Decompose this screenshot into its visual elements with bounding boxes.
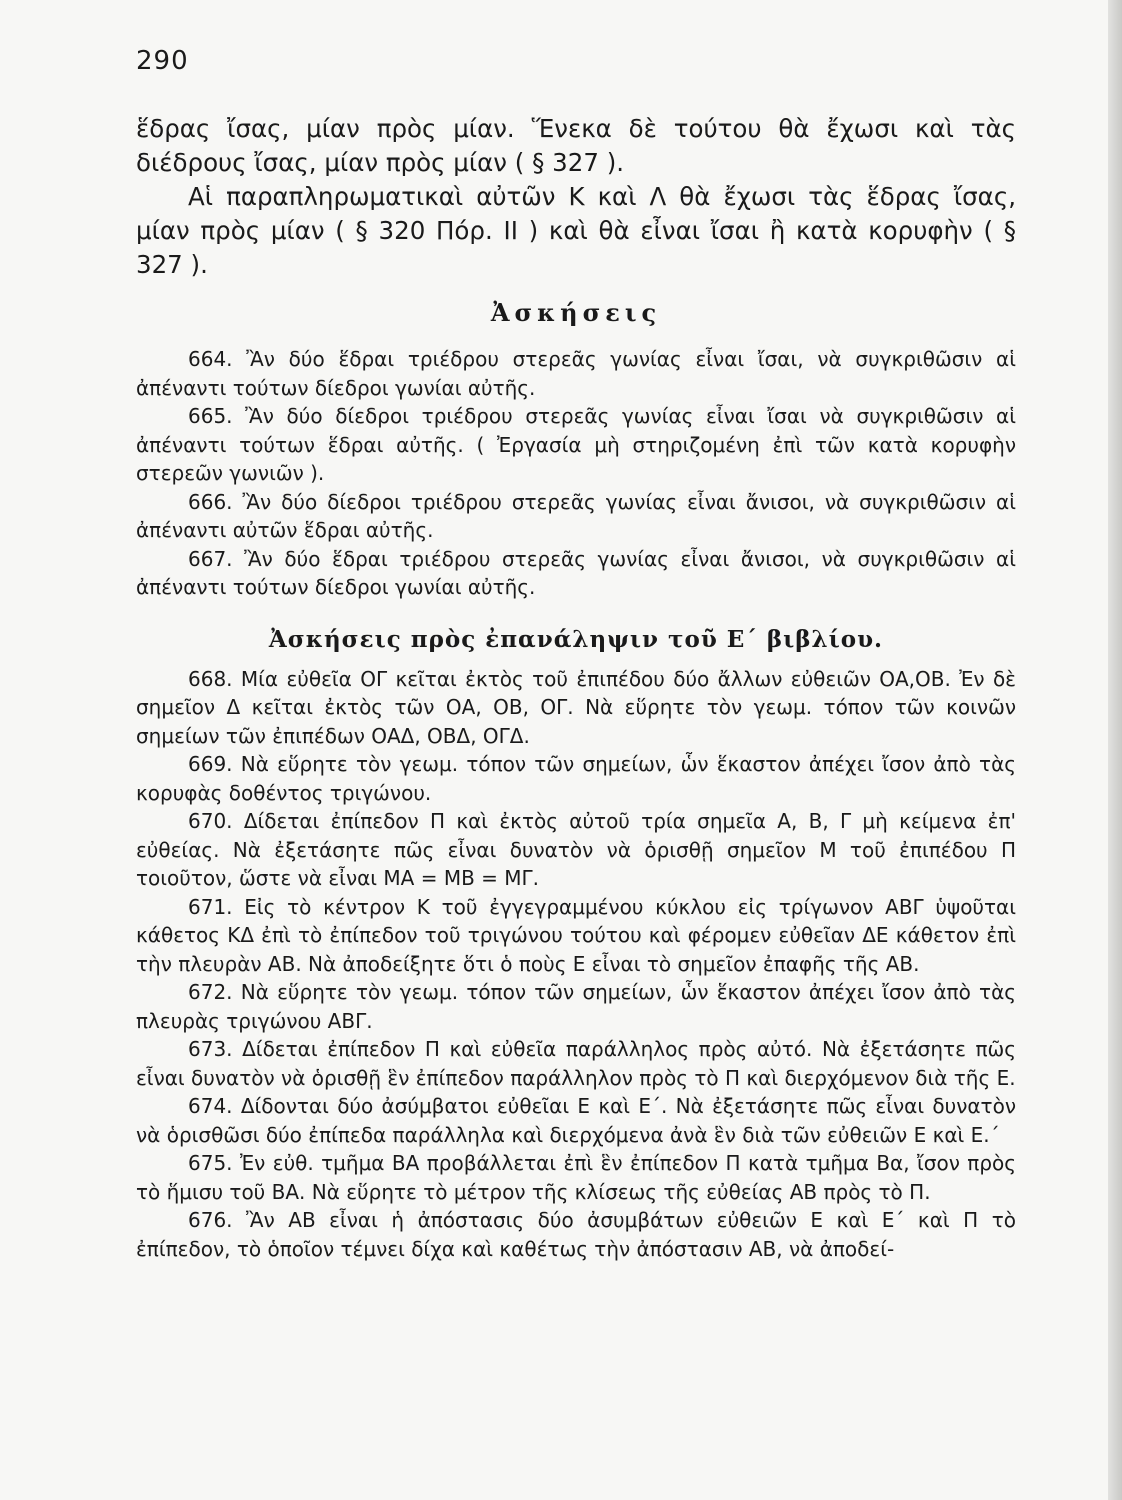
exercise-670: 670. Δίδεται ἐπίπεδον Π καὶ ἐκτὸς αὐτοῦ τρία σημεῖα Α, Β, Γ μὴ κείμενα ἐπ' εὐθείας. Νὰ ἐξετάσητε πῶς εἶναι δυνατὸν νὰ ὁρισθῇ σημεῖον Μ τοῦ ἐπιπέδου Π τοιοῦτον, ὥστε νὰ εἶναι ΜΑ = ΜΒ = ΜΓ. — [136, 809, 1016, 890]
exercise-671: 671. Εἰς τὸ κέντρον Κ τοῦ ἐγγεγραμμένου κύκλου εἰς τρίγωνον ΑΒΓ ὑψοῦται κάθετος ΚΔ ἐπὶ τὸ ἐπίπεδον τοῦ τριγώνου τούτου καὶ φέρομεν εὐθεῖαν ΔΕ κάθετον ἐπὶ τὴν πλευρὰν ΑΒ. Νὰ ἀποδείξητε ὅτι ὁ ποὺς Ε εἶναι τὸ σημεῖον ἐπαφῆς τῆς ΑΒ. — [136, 894, 1016, 976]
exercise-664: 664. Ἂν δύο ἕδραι τριέδρου στερεᾶς γωνίας εἶναι ἴσαι, νὰ συγκριθῶσιν αἱ ἀπέναντι τούτων δίεδροι γωνίαι αὐτῆς. — [136, 347, 1016, 400]
exercise-675: 675. Ἐν εὐθ. τμῆμα ΒΑ προβάλλεται ἐπὶ ἓν ἐπίπεδον Π κατὰ τμῆμα Βα, ἴσον πρὸς τὸ ἥμισυ τοῦ ΒΑ. Νὰ εὕρητε τὸ μέτρον τῆς κλίσεως τῆς εὐθείας ΑΒ πρὸς τὸ Π. — [136, 1151, 1016, 1204]
intro-paragraph-2: Αἱ παραπληρωματικαὶ αὐτῶν Κ καὶ Λ θὰ ἔχωσι τὰς ἕδρας ἴσας, μίαν πρὸς μίαν ( § 320 Πόρ. ΙΙ ) καὶ θὰ εἶναι ἴσαι ἢ κατὰ κορυφὴν ( § 327 ). — [136, 182, 1016, 279]
intro-paragraph-1: ἕδρας ἴσας, μίαν πρὸς μίαν. Ἕνεκα δὲ τούτου θὰ ἔχωσι καὶ τὰς διέδρους ἴσας, μίαν πρὸς μίαν ( § 327 ). — [136, 114, 1016, 177]
text-column — [136, 112, 1016, 1263]
exercise-669: 669. Νὰ εὕρητε τὸν γεωμ. τόπον τῶν σημείων, ὧν ἕκαστον ἀπέχει ἴσον ἀπὸ τὰς κορυφὰς δοθέντος τριγώνου. — [136, 752, 1016, 805]
exercise-667: 667. Ἂν δύο ἕδραι τριέδρου στερεᾶς γωνίας εἶναι ἄνισοι, νὰ συγκριθῶσιν αἱ ἀπέναντι τούτων δίεδροι γωνίαι αὐτῆς. — [136, 546, 1016, 599]
section-heading-exercises: Ἀσκήσεις — [490, 298, 662, 327]
exercise-666: 666. Ἂν δύο δίεδροι τριέδρου στερεᾶς γωνίας εἶναι ἄνισοι, νὰ συγκριθῶσιν αἱ ἀπέναντι αὐτῶν ἕδραι αὐτῆς. — [136, 489, 1016, 542]
exercise-672: 672. Νὰ εὕρητε τὸν γεωμ. τόπον τῶν σημείων, ὧν ἕκαστον ἀπέχει ἴσον ἀπὸ τὰς πλευρὰς τριγώνου ΑΒΓ. — [136, 980, 1016, 1033]
page-number: 290 — [136, 46, 189, 76]
exercise-668: 668. Μία εὐθεῖα ΟΓ κεῖται ἐκτὸς τοῦ ἐπιπέδου δύο ἄλλων εὐθειῶν ΟΑ,ΟΒ. Ἐν δὲ σημεῖον Δ κεῖται ἐκτὸς τῶν ΟΑ, ΟΒ, ΟΓ. Νὰ εὕρητε τὸν γεωμ. τόπον τῶν κοινῶν σημείων τῶν ἐπιπέδων ΟΑΔ, ΟΒΔ, ΟΓΔ. — [136, 666, 1016, 748]
page-edge-shadow — [1108, 0, 1122, 1500]
exercise-674: 674. Δίδονται δύο ἀσύμβατοι εὐθεῖαι Ε καὶ Ε΄. Νὰ ἐξετάσητε πῶς εἶναι δυνατὸν νὰ ὁρισθῶσι δύο ἐπίπεδα παράλληλα καὶ διερχόμενα ἀνὰ ἓν διὰ τῶν εὐθειῶν Ε καὶ Ε.΄ — [136, 1094, 1016, 1147]
exercise-673: 673. Δίδεται ἐπίπεδον Π καὶ εὐθεῖα παράλληλος πρὸς αὐτό. Νὰ ἐξετάσητε πῶς εἶναι δυνατὸν νὰ ὁρισθῇ ἓν ἐπίπεδον παράλληλον πρὸς τὸ Π καὶ διερχόμενον διὰ τῆς Ε. — [136, 1037, 1016, 1090]
exercise-665: 665. Ἂν δύο δίεδροι τριέδρου στερεᾶς γωνίας εἶναι ἴσαι νὰ συγκριθῶσιν αἱ ἀπέναντι τούτων ἕδραι αὐτῆς. ( Ἐργασία μὴ στηριζομένη ἐπὶ τῶν κατὰ κορυφὴν στερεῶν γωνιῶν ). — [136, 404, 1016, 485]
exercise-676: 676. Ἂν ΑΒ εἶναι ἡ ἀπόστασις δύο ἀσυμβάτων εὐθειῶν Ε καὶ Ε΄ καὶ Π τὸ ἐπίπεδον, τὸ ὁποῖον τέμνει δίχα καὶ καθέτως τὴν ἀπόστασιν ΑΒ, νὰ ἀποδεί- — [136, 1208, 1016, 1261]
section-heading-review: Ἀσκήσεις πρὸς ἐπανάληψιν τοῦ Ε΄ βιβλίου. — [268, 625, 884, 653]
